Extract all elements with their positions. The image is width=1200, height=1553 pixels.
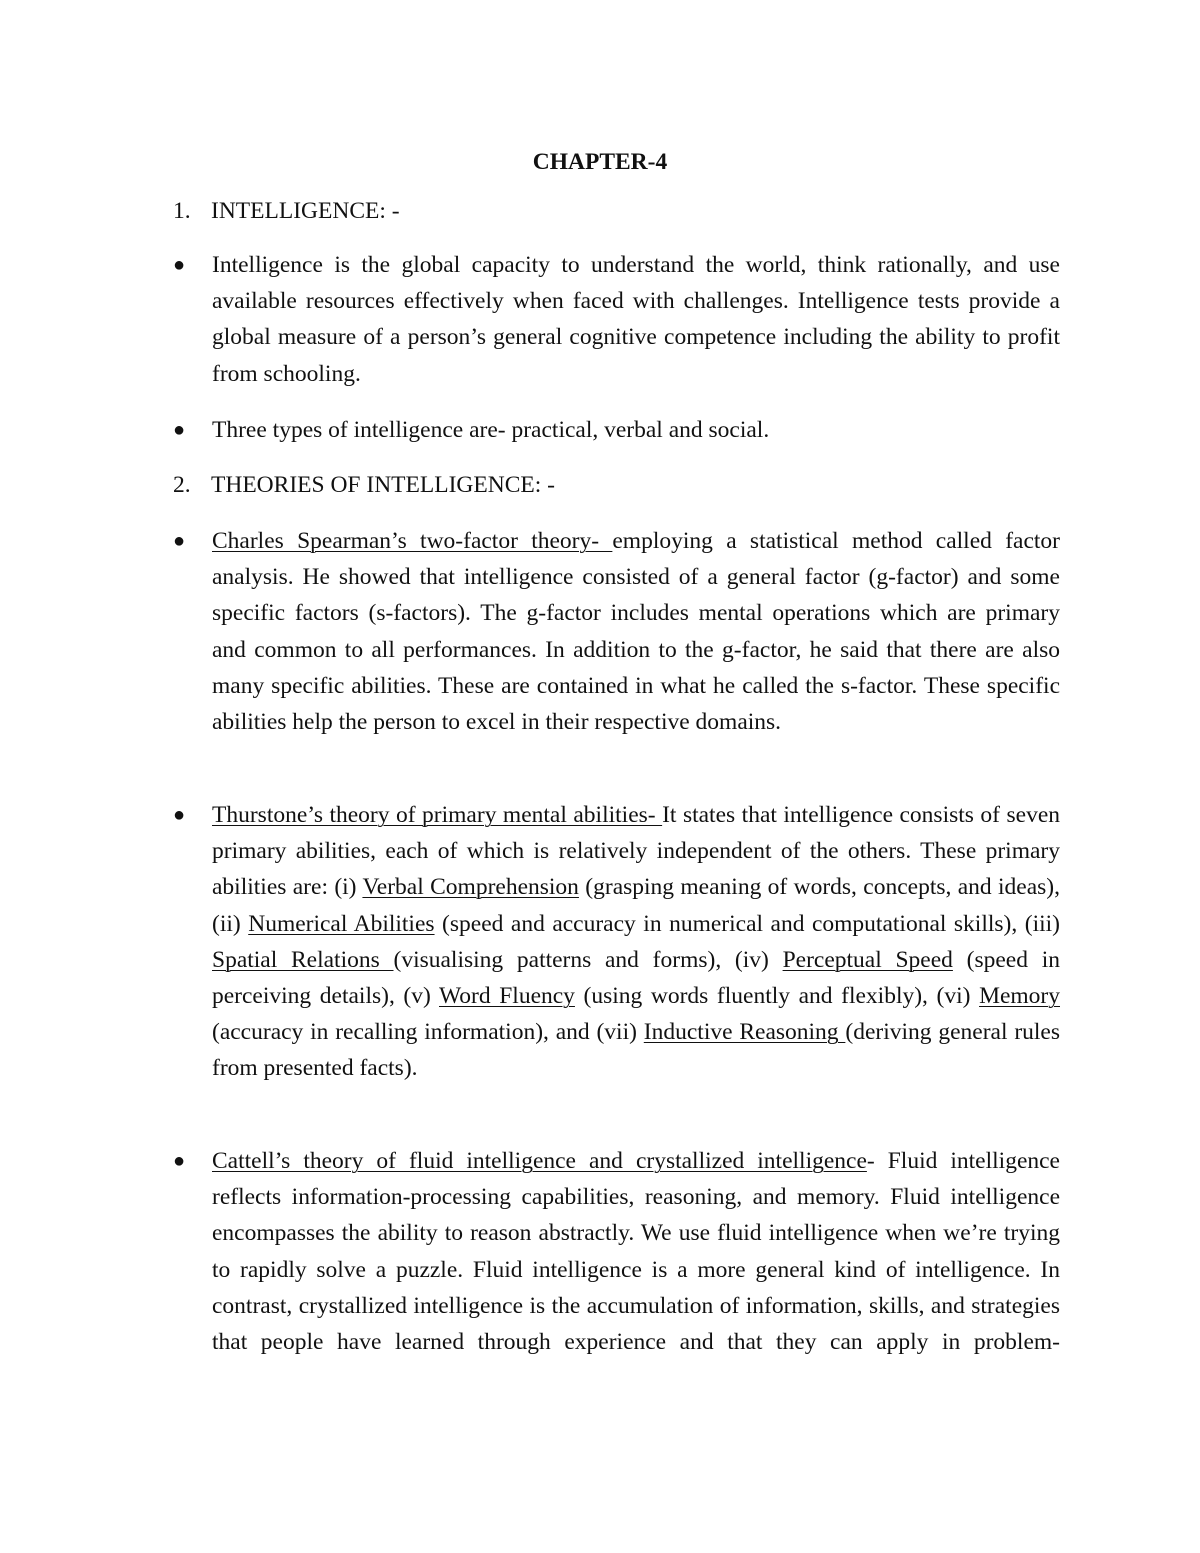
section-title: INTELLIGENCE: - [211,198,400,224]
theory-body: It states that intelligence consists of seven primary abilities, each of which is relatively independent of the others. These primary abilities are: (i) [212,802,1060,901]
ability-desc: (accuracy in recalling information), and (vii) [212,1019,644,1046]
ability-term: Perceptual Speed [782,946,953,973]
ability-desc: (visualising patterns and forms), (iv) [393,946,783,973]
ability-term: Verbal Comprehension [362,874,579,901]
theory-body: employing a statistical method called factor analysis. He showed that intelligence consisted of a general factor (g-factor) and some specific factors (s-factors). The g-factor includes mental operations which are primary and common to all performances. In addition to the g-factor, he said that there are also many specific abilities. These are contained in what he called the s-factor. These specific abilities help the person to excel in their respective domains. [212,528,1060,736]
section-heading-theories [173,467,1053,503]
list-item-thurstone [173,797,1060,1087]
ability-term: Memory [979,983,1060,1010]
list-item-cattell [173,1143,1060,1360]
bullet-icon: ● [173,1150,186,1172]
ability-desc: (speed in perceiving details), (v) [212,946,1060,1010]
theory-term: Cattell’s theory of fluid intelligence and crystallized intelligence [212,1148,867,1174]
bullet-text: Intelligence is the global capacity to understand the world, think rationally, and use available resources effectively when faced with challenges. Intelligence tests provide a global measure of a person’s general cognitive competence including the ability to profit from schooling. [212,252,1060,387]
theory-term: Thurstone’s theory of primary mental abilities- [212,802,663,828]
bullet-icon: ● [173,804,186,826]
ability-desc: (speed and accuracy in numerical and computational skills), (iii) [434,910,1060,937]
ability-desc: (deriving general rules from presented facts). [212,1019,1061,1082]
theory-body: - Fluid intelligence reflects information-processing capabilities, reasoning, and memory. Fluid intelligence encompasses the ability to reason abstractly. We use fluid intelligence when we’re trying to rapidly solve a puzzle. Fluid intelligence is a more general kind of intelligence. In contrast, crystallized intelligence is the accumulation of information, skills, and strategies that people have learned through experience and that they can apply in problem- [212,1148,1060,1356]
section-number: 1. [173,198,191,224]
section-heading-intelligence [173,193,1053,229]
theory-term: Charles Spearman’s two-factor theory- [212,528,613,554]
section-number: 2. [173,472,191,498]
list-item [173,247,1060,392]
ability-desc: (using words fluently and flexibly), (vi) [574,983,980,1010]
ability-term: Spatial Relations [212,946,394,973]
section-title: THEORIES OF INTELLIGENCE: - [211,472,555,498]
bullet-icon: ● [173,419,186,441]
bullet-text [212,523,1060,740]
chapter-title: CHAPTER-4 [532,149,668,175]
bullet-text [212,1143,1060,1360]
ability-term: Word Fluency [439,983,575,1010]
bullet-text: Three types of intelligence are- practical, verbal and social. [212,417,770,443]
ability-term: Inductive Reasoning [643,1019,846,1046]
list-item-spearman [173,523,1060,740]
list-item [173,412,1060,448]
bullet-text [212,797,1060,1087]
bullet-icon: ● [173,530,186,552]
ability-term: Numerical Abilities [248,910,435,937]
ability-desc: (grasping meaning of words, concepts, and ideas), (ii) [212,874,1060,937]
bullet-icon: ● [173,254,186,276]
